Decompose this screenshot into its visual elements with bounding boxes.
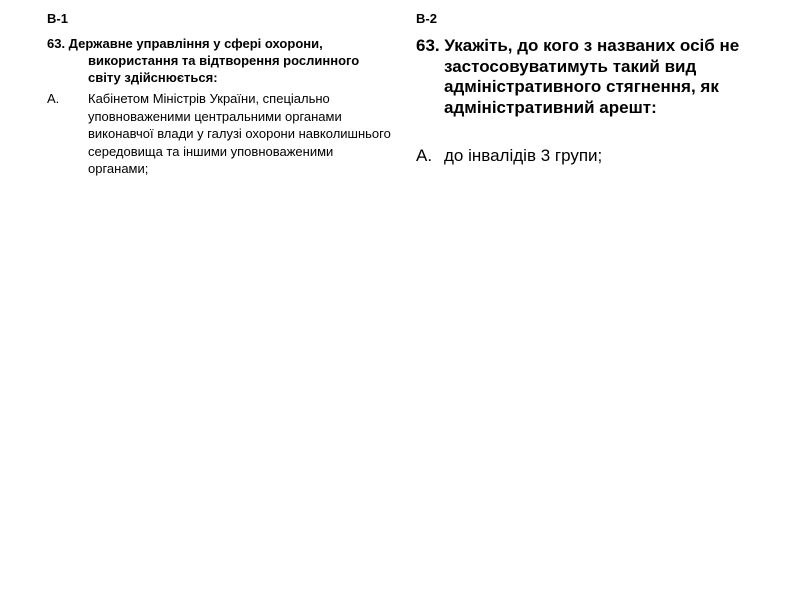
variant-1-question: 63. Державне управління у сфері охорони, використання та відтворення рослинного світу здійснюється: bbox=[47, 36, 360, 85]
variant-2-answer-letter: А. bbox=[416, 146, 433, 165]
variant-2-answer bbox=[416, 146, 786, 167]
variant-1-label: В-1 bbox=[47, 11, 68, 26]
variant-2-answer-text: до інвалідів 3 групи; bbox=[444, 146, 603, 165]
variant-2-label: В-2 bbox=[416, 11, 437, 26]
variant-1-answer bbox=[47, 90, 392, 178]
variant-1-answer-text: Кабінетом Міністрів України, спеціально уповноваженими центральними органами виконавчої влади у галузі охорони навколишнього середовища та іншими уповноваженими органами; bbox=[88, 91, 391, 176]
variant-1-answer-letter: А. bbox=[47, 91, 60, 106]
variant-2-question: 63. Укажіть, до кого з названих осіб не застосовуватимуть такий вид адміністративного стягнення, як адміністративний арешт: bbox=[416, 36, 740, 117]
